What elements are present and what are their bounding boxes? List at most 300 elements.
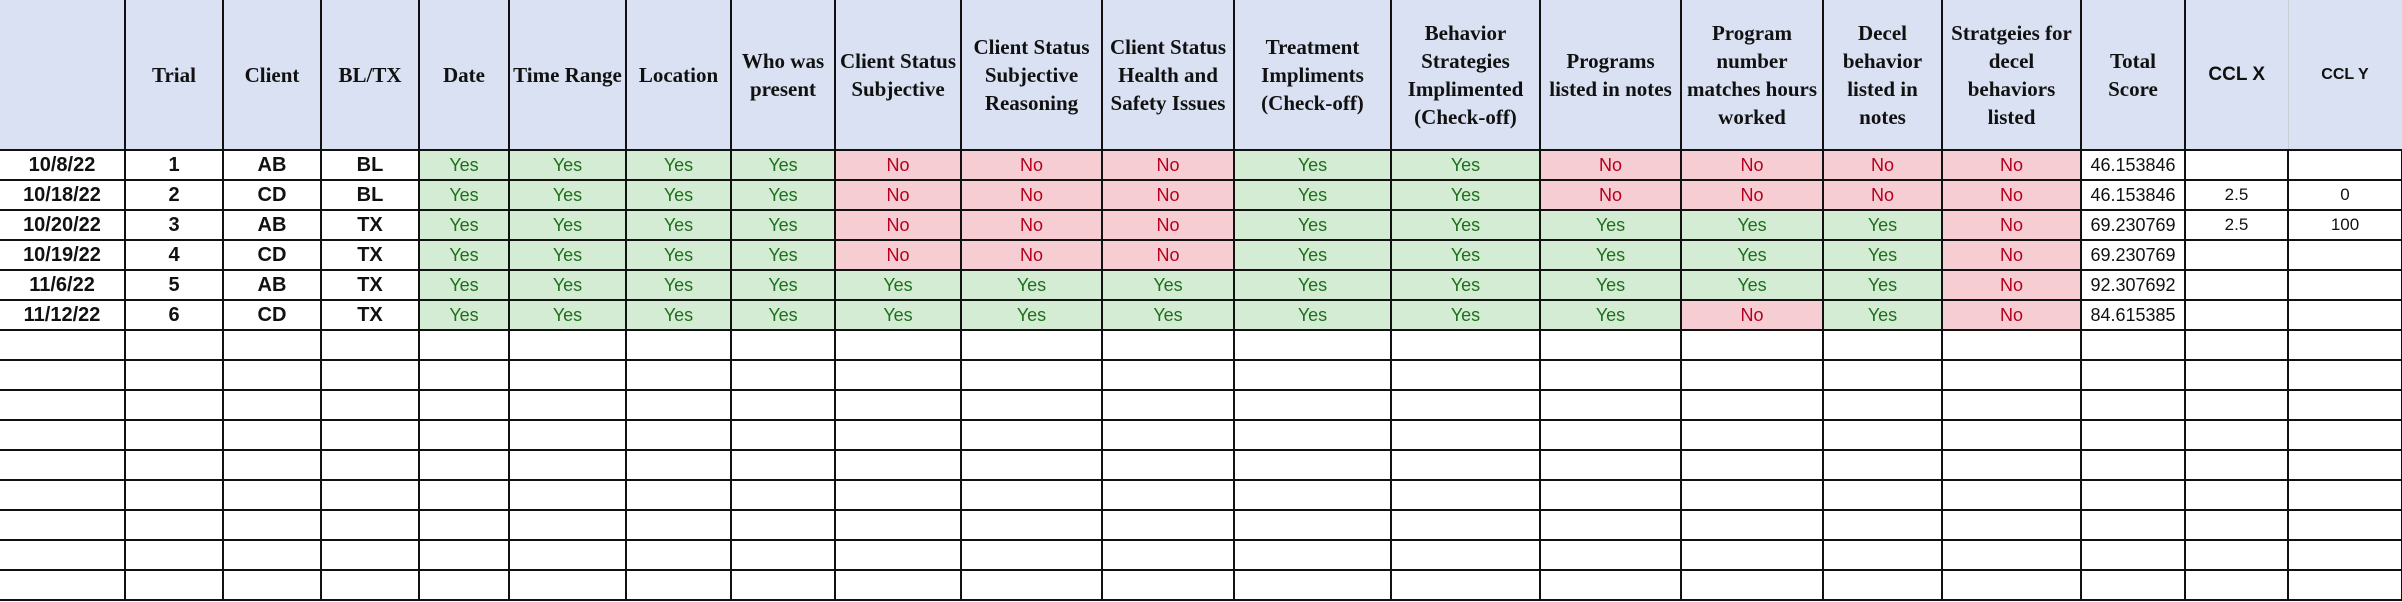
empty-cell[interactable] [1102, 570, 1234, 600]
empty-cell[interactable] [1391, 330, 1540, 360]
empty-cell[interactable] [835, 360, 961, 390]
empty-cell[interactable] [2081, 330, 2185, 360]
empty-cell[interactable] [961, 570, 1102, 600]
empty-cell[interactable] [2288, 510, 2402, 540]
cell-time-range[interactable]: Yes [509, 270, 626, 300]
cell-programs-listed[interactable]: Yes [1540, 270, 1681, 300]
empty-cell[interactable] [509, 450, 626, 480]
empty-cell[interactable] [1540, 450, 1681, 480]
cell-phase[interactable]: TX [321, 240, 419, 270]
empty-cell[interactable] [1234, 420, 1391, 450]
empty-cell[interactable] [321, 570, 419, 600]
header-decel-behavior-listed[interactable]: Decel behavior listed in notes [1823, 0, 1942, 150]
empty-cell[interactable] [2288, 420, 2402, 450]
empty-cell[interactable] [223, 360, 321, 390]
empty-cell[interactable] [1823, 510, 1942, 540]
empty-cell[interactable] [1102, 510, 1234, 540]
cell-total-score[interactable]: 46.153846 [2081, 180, 2185, 210]
empty-cell[interactable] [1942, 330, 2081, 360]
empty-cell[interactable] [626, 570, 731, 600]
header-client-status-health-safety[interactable]: Client Status Health and Safety Issues [1102, 0, 1234, 150]
cell-strategies-decel[interactable]: No [1942, 270, 2081, 300]
empty-cell[interactable] [1681, 420, 1823, 450]
header-behavior-strategies[interactable]: Behavior Strategies Implimented (Check-off) [1391, 0, 1540, 150]
cell-client-status-health-safety[interactable]: Yes [1102, 270, 1234, 300]
empty-cell[interactable] [419, 390, 509, 420]
cell-client[interactable]: AB [223, 270, 321, 300]
cell-client[interactable]: AB [223, 150, 321, 180]
header-client-status-subjective-reasoning[interactable]: Client Status Subjective Reasoning [961, 0, 1102, 150]
cell-location[interactable]: Yes [626, 210, 731, 240]
empty-cell[interactable] [2288, 390, 2402, 420]
empty-cell[interactable] [1391, 450, 1540, 480]
empty-cell[interactable] [125, 570, 223, 600]
empty-cell[interactable] [1540, 510, 1681, 540]
cell-programs-listed[interactable]: Yes [1540, 300, 1681, 330]
empty-cell[interactable] [223, 510, 321, 540]
cell-phase[interactable]: BL [321, 150, 419, 180]
cell-client-status-health-safety[interactable]: Yes [1102, 300, 1234, 330]
cell-behavior-strategies[interactable]: Yes [1391, 240, 1540, 270]
empty-cell[interactable] [509, 360, 626, 390]
empty-cell[interactable] [125, 450, 223, 480]
empty-cell[interactable] [223, 420, 321, 450]
empty-cell[interactable] [835, 330, 961, 360]
empty-cell[interactable] [419, 420, 509, 450]
empty-cell[interactable] [2288, 480, 2402, 510]
cell-who-was-present[interactable]: Yes [731, 270, 835, 300]
empty-cell[interactable] [961, 390, 1102, 420]
empty-cell[interactable] [626, 420, 731, 450]
empty-cell[interactable] [961, 510, 1102, 540]
empty-cell[interactable] [1823, 540, 1942, 570]
empty-cell[interactable] [2185, 540, 2288, 570]
empty-cell[interactable] [1823, 420, 1942, 450]
cell-behavior-strategies[interactable]: Yes [1391, 180, 1540, 210]
cell-trial[interactable]: 6 [125, 300, 223, 330]
cell-client[interactable]: AB [223, 210, 321, 240]
cell-behavior-strategies[interactable]: Yes [1391, 150, 1540, 180]
empty-cell[interactable] [509, 480, 626, 510]
cell-phase[interactable]: TX [321, 300, 419, 330]
cell-phase[interactable]: BL [321, 180, 419, 210]
empty-cell[interactable] [731, 540, 835, 570]
empty-cell[interactable] [419, 330, 509, 360]
cell-client-status-subjective[interactable]: Yes [835, 300, 961, 330]
cell-client-status-subjective-reasoning[interactable]: Yes [961, 300, 1102, 330]
header-program-number-matches[interactable]: Program number matches hours worked [1681, 0, 1823, 150]
empty-cell[interactable] [2185, 570, 2288, 600]
empty-cell[interactable] [2288, 330, 2402, 360]
empty-cell[interactable] [509, 570, 626, 600]
empty-cell[interactable] [2081, 480, 2185, 510]
cell-client-status-subjective-reasoning[interactable]: No [961, 240, 1102, 270]
cell-location[interactable]: Yes [626, 240, 731, 270]
empty-cell[interactable] [1540, 330, 1681, 360]
empty-cell[interactable] [1391, 510, 1540, 540]
empty-cell[interactable] [835, 540, 961, 570]
header-bl-tx[interactable]: BL/TX [321, 0, 419, 150]
cell-strategies-decel[interactable]: No [1942, 150, 2081, 180]
empty-cell[interactable] [321, 450, 419, 480]
empty-cell[interactable] [731, 510, 835, 540]
header-who-was-present[interactable]: Who was present [731, 0, 835, 150]
header-ccl-x[interactable]: CCL X [2185, 0, 2288, 150]
empty-cell[interactable] [1823, 570, 1942, 600]
cell-row-date[interactable]: 10/8/22 [0, 150, 125, 180]
cell-date[interactable]: Yes [419, 150, 509, 180]
empty-cell[interactable] [509, 540, 626, 570]
header-programs-listed[interactable]: Programs listed in notes [1540, 0, 1681, 150]
empty-cell[interactable] [731, 360, 835, 390]
cell-row-date[interactable]: 10/18/22 [0, 180, 125, 210]
empty-cell[interactable] [1391, 480, 1540, 510]
cell-client-status-health-safety[interactable]: No [1102, 180, 1234, 210]
header-strategies-decel[interactable]: Stratgeies for decel behaviors listed [1942, 0, 2081, 150]
empty-cell[interactable] [1391, 390, 1540, 420]
empty-cell[interactable] [0, 510, 125, 540]
empty-cell[interactable] [2081, 360, 2185, 390]
empty-cell[interactable] [1234, 510, 1391, 540]
empty-cell[interactable] [2185, 420, 2288, 450]
empty-cell[interactable] [1234, 540, 1391, 570]
cell-strategies-decel[interactable]: No [1942, 240, 2081, 270]
cell-program-number-matches[interactable]: No [1681, 300, 1823, 330]
empty-cell[interactable] [835, 420, 961, 450]
cell-behavior-strategies[interactable]: Yes [1391, 210, 1540, 240]
empty-cell[interactable] [961, 540, 1102, 570]
empty-cell[interactable] [1681, 450, 1823, 480]
empty-cell[interactable] [1942, 450, 2081, 480]
empty-cell[interactable] [1540, 390, 1681, 420]
empty-cell[interactable] [961, 330, 1102, 360]
empty-cell[interactable] [223, 330, 321, 360]
empty-cell[interactable] [509, 330, 626, 360]
empty-cell[interactable] [321, 480, 419, 510]
empty-cell[interactable] [626, 390, 731, 420]
empty-cell[interactable] [626, 480, 731, 510]
cell-behavior-strategies[interactable]: Yes [1391, 300, 1540, 330]
empty-cell[interactable] [1942, 360, 2081, 390]
empty-cell[interactable] [321, 390, 419, 420]
cell-programs-listed[interactable]: No [1540, 150, 1681, 180]
cell-who-was-present[interactable]: Yes [731, 150, 835, 180]
empty-cell[interactable] [961, 420, 1102, 450]
cell-treatment-impliments[interactable]: Yes [1234, 150, 1391, 180]
cell-client-status-subjective-reasoning[interactable]: No [961, 180, 1102, 210]
empty-cell[interactable] [0, 540, 125, 570]
empty-cell[interactable] [961, 450, 1102, 480]
empty-cell[interactable] [1102, 540, 1234, 570]
header-client-status-subjective[interactable]: Client Status Subjective [835, 0, 961, 150]
cell-decel-behavior-listed[interactable]: Yes [1823, 240, 1942, 270]
cell-location[interactable]: Yes [626, 180, 731, 210]
empty-cell[interactable] [1681, 330, 1823, 360]
empty-cell[interactable] [1102, 480, 1234, 510]
empty-cell[interactable] [731, 570, 835, 600]
cell-program-number-matches[interactable]: Yes [1681, 210, 1823, 240]
cell-ccl-x[interactable] [2185, 150, 2288, 180]
header-ccl-y[interactable]: CCL Y [2288, 0, 2402, 150]
cell-programs-listed[interactable]: No [1540, 180, 1681, 210]
cell-client[interactable]: CD [223, 300, 321, 330]
cell-client-status-health-safety[interactable]: No [1102, 150, 1234, 180]
cell-ccl-x[interactable]: 2.5 [2185, 180, 2288, 210]
empty-cell[interactable] [1102, 330, 1234, 360]
cell-trial[interactable]: 3 [125, 210, 223, 240]
empty-cell[interactable] [2081, 450, 2185, 480]
cell-trial[interactable]: 4 [125, 240, 223, 270]
cell-date[interactable]: Yes [419, 180, 509, 210]
cell-treatment-impliments[interactable]: Yes [1234, 300, 1391, 330]
empty-cell[interactable] [0, 420, 125, 450]
empty-cell[interactable] [0, 390, 125, 420]
empty-cell[interactable] [1681, 570, 1823, 600]
empty-cell[interactable] [1234, 330, 1391, 360]
empty-cell[interactable] [0, 480, 125, 510]
cell-client-status-subjective[interactable]: Yes [835, 270, 961, 300]
cell-client-status-health-safety[interactable]: No [1102, 240, 1234, 270]
empty-cell[interactable] [961, 480, 1102, 510]
cell-client-status-subjective-reasoning[interactable]: Yes [961, 270, 1102, 300]
empty-cell[interactable] [125, 360, 223, 390]
cell-total-score[interactable]: 46.153846 [2081, 150, 2185, 180]
cell-location[interactable]: Yes [626, 270, 731, 300]
empty-cell[interactable] [626, 360, 731, 390]
empty-cell[interactable] [0, 450, 125, 480]
cell-date[interactable]: Yes [419, 240, 509, 270]
empty-cell[interactable] [1942, 480, 2081, 510]
cell-who-was-present[interactable]: Yes [731, 210, 835, 240]
cell-trial[interactable]: 2 [125, 180, 223, 210]
cell-treatment-impliments[interactable]: Yes [1234, 180, 1391, 210]
cell-decel-behavior-listed[interactable]: No [1823, 180, 1942, 210]
empty-cell[interactable] [731, 420, 835, 450]
cell-time-range[interactable]: Yes [509, 240, 626, 270]
empty-cell[interactable] [835, 390, 961, 420]
empty-cell[interactable] [509, 390, 626, 420]
cell-date[interactable]: Yes [419, 270, 509, 300]
empty-cell[interactable] [1823, 450, 1942, 480]
empty-cell[interactable] [1681, 480, 1823, 510]
empty-cell[interactable] [1540, 540, 1681, 570]
header-trial[interactable]: Trial [125, 0, 223, 150]
cell-programs-listed[interactable]: Yes [1540, 210, 1681, 240]
empty-cell[interactable] [125, 480, 223, 510]
empty-cell[interactable] [125, 420, 223, 450]
empty-cell[interactable] [419, 450, 509, 480]
header-time-range[interactable]: Time Range [509, 0, 626, 150]
cell-decel-behavior-listed[interactable]: No [1823, 150, 1942, 180]
cell-date[interactable]: Yes [419, 210, 509, 240]
empty-cell[interactable] [509, 420, 626, 450]
empty-cell[interactable] [1391, 420, 1540, 450]
empty-cell[interactable] [2081, 570, 2185, 600]
empty-cell[interactable] [1681, 390, 1823, 420]
cell-ccl-y[interactable] [2288, 300, 2402, 330]
cell-location[interactable]: Yes [626, 150, 731, 180]
cell-behavior-strategies[interactable]: Yes [1391, 270, 1540, 300]
empty-cell[interactable] [223, 390, 321, 420]
empty-cell[interactable] [2185, 510, 2288, 540]
header-treatment-impliments[interactable]: Treatment Impliments (Check-off) [1234, 0, 1391, 150]
empty-cell[interactable] [835, 450, 961, 480]
cell-ccl-x[interactable] [2185, 270, 2288, 300]
empty-cell[interactable] [1681, 540, 1823, 570]
empty-cell[interactable] [1391, 360, 1540, 390]
empty-cell[interactable] [1391, 540, 1540, 570]
empty-cell[interactable] [419, 540, 509, 570]
cell-decel-behavior-listed[interactable]: Yes [1823, 300, 1942, 330]
cell-program-number-matches[interactable]: No [1681, 150, 1823, 180]
cell-ccl-x[interactable] [2185, 240, 2288, 270]
empty-cell[interactable] [2081, 390, 2185, 420]
empty-cell[interactable] [1102, 360, 1234, 390]
cell-phase[interactable]: TX [321, 210, 419, 240]
header-date[interactable]: Date [419, 0, 509, 150]
cell-program-number-matches[interactable]: Yes [1681, 240, 1823, 270]
cell-trial[interactable]: 5 [125, 270, 223, 300]
empty-cell[interactable] [1391, 570, 1540, 600]
cell-treatment-impliments[interactable]: Yes [1234, 210, 1391, 240]
empty-cell[interactable] [1540, 480, 1681, 510]
cell-row-date[interactable]: 11/6/22 [0, 270, 125, 300]
cell-ccl-y[interactable]: 100 [2288, 210, 2402, 240]
cell-client-status-health-safety[interactable]: No [1102, 210, 1234, 240]
empty-cell[interactable] [1102, 390, 1234, 420]
empty-cell[interactable] [419, 480, 509, 510]
empty-cell[interactable] [321, 540, 419, 570]
cell-decel-behavior-listed[interactable]: Yes [1823, 270, 1942, 300]
cell-treatment-impliments[interactable]: Yes [1234, 240, 1391, 270]
empty-cell[interactable] [1234, 360, 1391, 390]
empty-cell[interactable] [1942, 540, 2081, 570]
empty-cell[interactable] [1823, 480, 1942, 510]
empty-cell[interactable] [0, 360, 125, 390]
empty-cell[interactable] [1823, 330, 1942, 360]
header-location[interactable]: Location [626, 0, 731, 150]
empty-cell[interactable] [2081, 420, 2185, 450]
cell-treatment-impliments[interactable]: Yes [1234, 270, 1391, 300]
empty-cell[interactable] [1234, 390, 1391, 420]
empty-cell[interactable] [223, 570, 321, 600]
cell-who-was-present[interactable]: Yes [731, 240, 835, 270]
empty-cell[interactable] [223, 540, 321, 570]
cell-client[interactable]: CD [223, 240, 321, 270]
empty-cell[interactable] [321, 510, 419, 540]
empty-cell[interactable] [1540, 570, 1681, 600]
empty-cell[interactable] [731, 390, 835, 420]
empty-cell[interactable] [2185, 330, 2288, 360]
cell-client-status-subjective[interactable]: No [835, 210, 961, 240]
empty-cell[interactable] [125, 540, 223, 570]
cell-strategies-decel[interactable]: No [1942, 180, 2081, 210]
cell-ccl-x[interactable] [2185, 300, 2288, 330]
cell-client-status-subjective-reasoning[interactable]: No [961, 210, 1102, 240]
empty-cell[interactable] [1234, 570, 1391, 600]
empty-cell[interactable] [321, 420, 419, 450]
empty-cell[interactable] [321, 360, 419, 390]
cell-total-score[interactable]: 69.230769 [2081, 240, 2185, 270]
cell-row-date[interactable]: 10/20/22 [0, 210, 125, 240]
cell-program-number-matches[interactable]: No [1681, 180, 1823, 210]
cell-ccl-y[interactable]: 0 [2288, 180, 2402, 210]
empty-cell[interactable] [1823, 360, 1942, 390]
cell-client-status-subjective-reasoning[interactable]: No [961, 150, 1102, 180]
empty-cell[interactable] [125, 510, 223, 540]
empty-cell[interactable] [419, 510, 509, 540]
empty-cell[interactable] [2288, 570, 2402, 600]
empty-cell[interactable] [125, 390, 223, 420]
empty-cell[interactable] [626, 330, 731, 360]
empty-cell[interactable] [1942, 510, 2081, 540]
empty-cell[interactable] [1681, 510, 1823, 540]
empty-cell[interactable] [1942, 570, 2081, 600]
empty-cell[interactable] [1540, 360, 1681, 390]
cell-date[interactable]: Yes [419, 300, 509, 330]
empty-cell[interactable] [2288, 360, 2402, 390]
cell-ccl-y[interactable] [2288, 270, 2402, 300]
header-client[interactable]: Client [223, 0, 321, 150]
cell-who-was-present[interactable]: Yes [731, 180, 835, 210]
empty-cell[interactable] [961, 360, 1102, 390]
cell-time-range[interactable]: Yes [509, 210, 626, 240]
empty-cell[interactable] [835, 510, 961, 540]
cell-client-status-subjective[interactable]: No [835, 180, 961, 210]
empty-cell[interactable] [835, 570, 961, 600]
empty-cell[interactable] [731, 480, 835, 510]
empty-cell[interactable] [2288, 540, 2402, 570]
empty-cell[interactable] [125, 330, 223, 360]
header-cell-blank[interactable] [0, 0, 125, 150]
cell-client-status-subjective[interactable]: No [835, 240, 961, 270]
cell-client-status-subjective[interactable]: No [835, 150, 961, 180]
empty-cell[interactable] [731, 450, 835, 480]
empty-cell[interactable] [626, 450, 731, 480]
cell-phase[interactable]: TX [321, 270, 419, 300]
cell-decel-behavior-listed[interactable]: Yes [1823, 210, 1942, 240]
empty-cell[interactable] [731, 330, 835, 360]
cell-trial[interactable]: 1 [125, 150, 223, 180]
cell-who-was-present[interactable]: Yes [731, 300, 835, 330]
empty-cell[interactable] [1102, 450, 1234, 480]
cell-strategies-decel[interactable]: No [1942, 300, 2081, 330]
cell-row-date[interactable]: 10/19/22 [0, 240, 125, 270]
empty-cell[interactable] [1234, 450, 1391, 480]
empty-cell[interactable] [2081, 540, 2185, 570]
empty-cell[interactable] [0, 570, 125, 600]
empty-cell[interactable] [2185, 360, 2288, 390]
cell-total-score[interactable]: 84.615385 [2081, 300, 2185, 330]
empty-cell[interactable] [1681, 360, 1823, 390]
empty-cell[interactable] [626, 540, 731, 570]
empty-cell[interactable] [223, 450, 321, 480]
cell-time-range[interactable]: Yes [509, 300, 626, 330]
empty-cell[interactable] [1942, 390, 2081, 420]
empty-cell[interactable] [2185, 480, 2288, 510]
empty-cell[interactable] [509, 510, 626, 540]
cell-programs-listed[interactable]: Yes [1540, 240, 1681, 270]
empty-cell[interactable] [1234, 480, 1391, 510]
header-total-score[interactable]: Total Score [2081, 0, 2185, 150]
cell-location[interactable]: Yes [626, 300, 731, 330]
cell-ccl-x[interactable]: 2.5 [2185, 210, 2288, 240]
cell-time-range[interactable]: Yes [509, 180, 626, 210]
cell-total-score[interactable]: 69.230769 [2081, 210, 2185, 240]
cell-time-range[interactable]: Yes [509, 150, 626, 180]
empty-cell[interactable] [2185, 390, 2288, 420]
empty-cell[interactable] [419, 360, 509, 390]
